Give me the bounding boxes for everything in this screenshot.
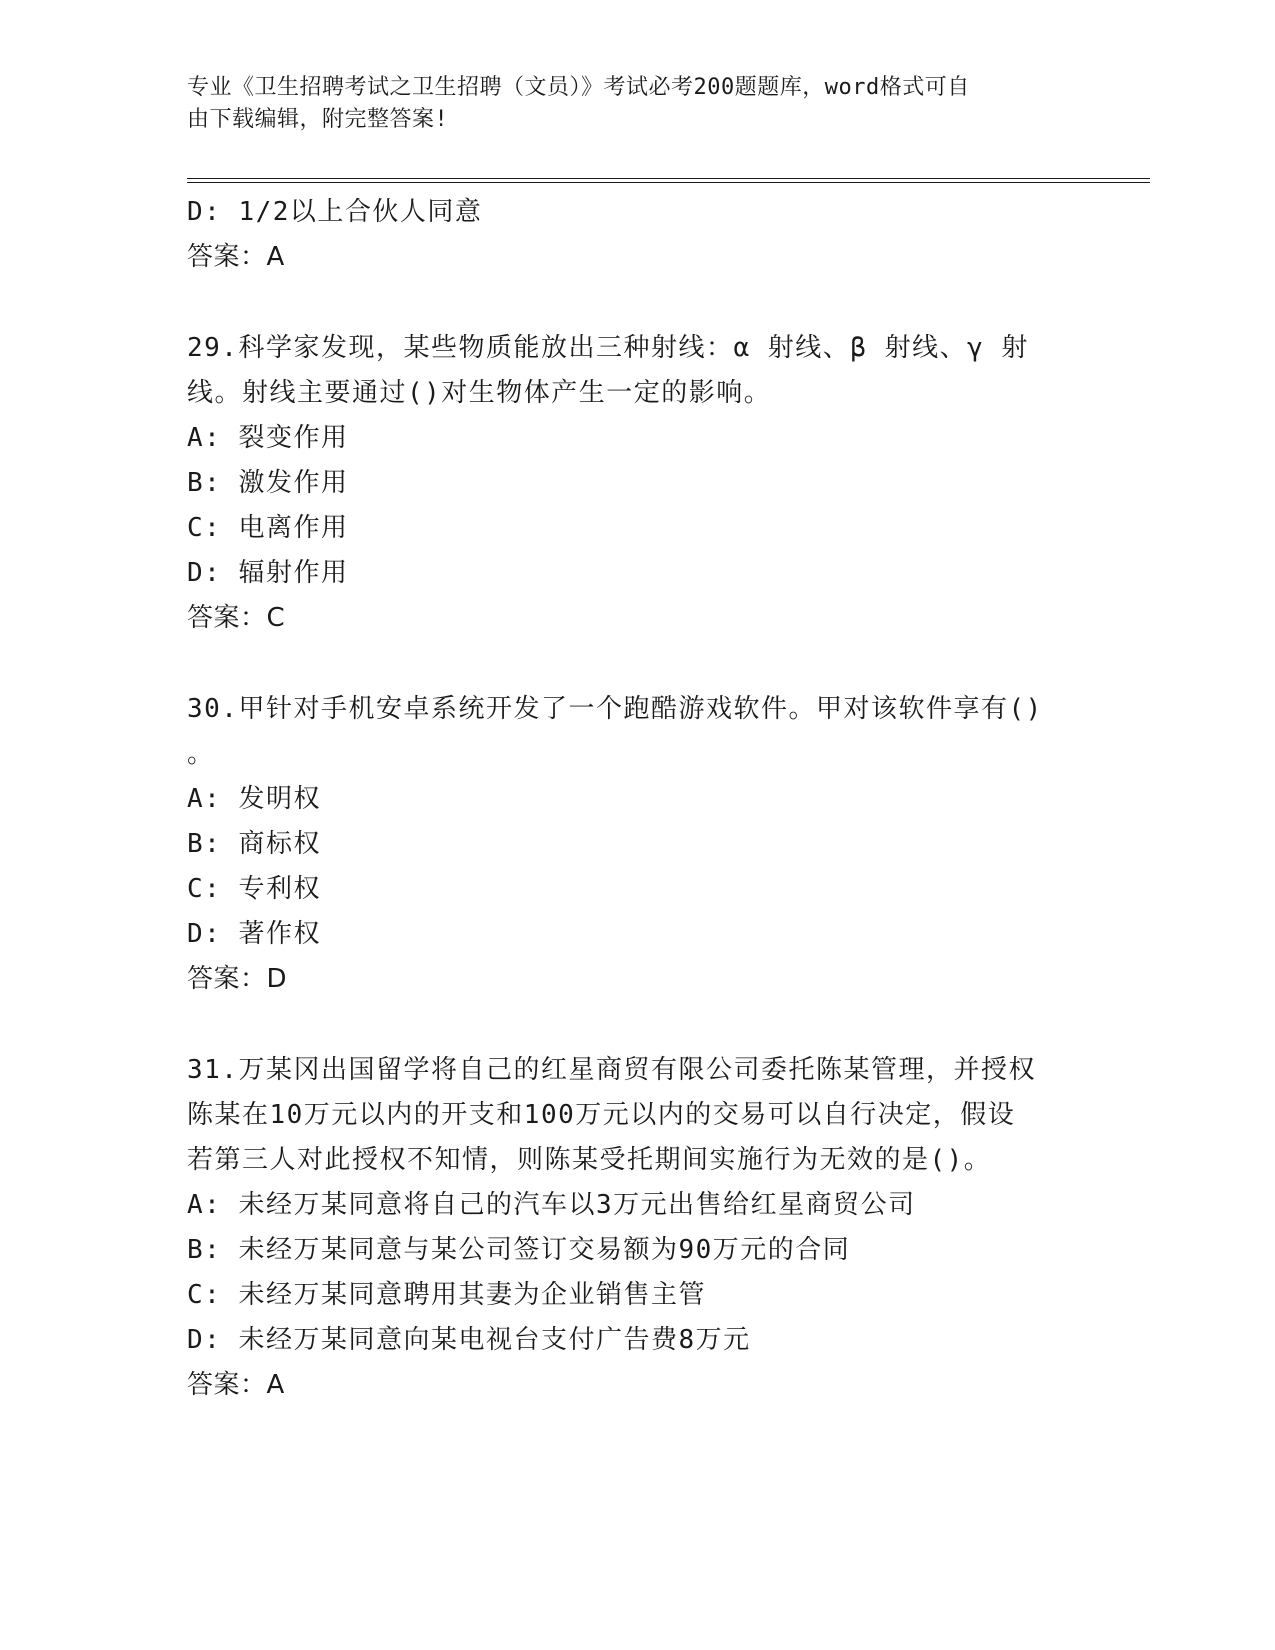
answer-line: 答案：A <box>187 242 285 272</box>
option-a: A: 发明权 <box>187 784 321 814</box>
option-b: B: 未经万某同意与某公司签订交易额为90万元的合同 <box>187 1235 851 1265</box>
option-d: D: 1/2以上合伙人同意 <box>187 197 483 227</box>
question-stem-line: 。 <box>187 739 215 769</box>
option-c: C: 专利权 <box>187 874 321 904</box>
question-stem-line: 若第三人对此授权不知情，则陈某受托期间实施行为无效的是()。 <box>187 1145 992 1175</box>
option-d: D: 著作权 <box>187 919 321 949</box>
spacer <box>187 280 1087 326</box>
option-b: B: 商标权 <box>187 829 321 859</box>
question-stem-line: 30.甲针对手机安卓系统开发了一个跑酷游戏软件。甲对该软件享有() <box>187 694 1043 724</box>
question-content <box>187 190 1087 1408</box>
question-stem-line: 陈某在10万元以内的开支和100万元以内的交易可以自行决定，假设 <box>187 1100 1016 1130</box>
question-30 <box>187 687 1087 1002</box>
header-rule-top <box>187 178 1150 179</box>
option-c: C: 电离作用 <box>187 513 349 543</box>
option-c: C: 未经万某同意聘用其妻为企业销售主管 <box>187 1280 706 1310</box>
spacer <box>187 641 1087 687</box>
question-stem-line: 29.科学家发现，某些物质能放出三种射线：α 射线、β 射线、γ 射 <box>187 333 1029 363</box>
option-d: D: 辐射作用 <box>187 558 349 588</box>
document-header <box>187 72 1067 136</box>
option-b: B: 激发作用 <box>187 468 349 498</box>
answer-line: 答案：C <box>187 603 286 633</box>
spacer <box>187 1002 1087 1048</box>
question-29 <box>187 326 1087 641</box>
option-d: D: 未经万某同意向某电视台支付广告费8万元 <box>187 1325 751 1355</box>
option-a: A: 未经万某同意将自己的汽车以3万元出售给红星商贸公司 <box>187 1190 916 1220</box>
header-line-1: 专业《卫生招聘考试之卫生招聘（文员）》考试必考200题题库，word格式可自 <box>187 75 970 100</box>
header-line-2: 由下载编辑，附完整答案! <box>187 107 449 132</box>
question-stem-line: 31.万某冈出国留学将自己的红星商贸有限公司委托陈某管理，并授权 <box>187 1055 1036 1085</box>
question-31 <box>187 1048 1087 1408</box>
header-rule-bottom <box>187 182 1150 183</box>
answer-line: 答案：A <box>187 1370 285 1400</box>
answer-line: 答案：D <box>187 964 288 994</box>
question-stem-line: 线。射线主要通过()对生物体产生一定的影响。 <box>187 378 772 408</box>
option-a: A: 裂变作用 <box>187 423 349 453</box>
